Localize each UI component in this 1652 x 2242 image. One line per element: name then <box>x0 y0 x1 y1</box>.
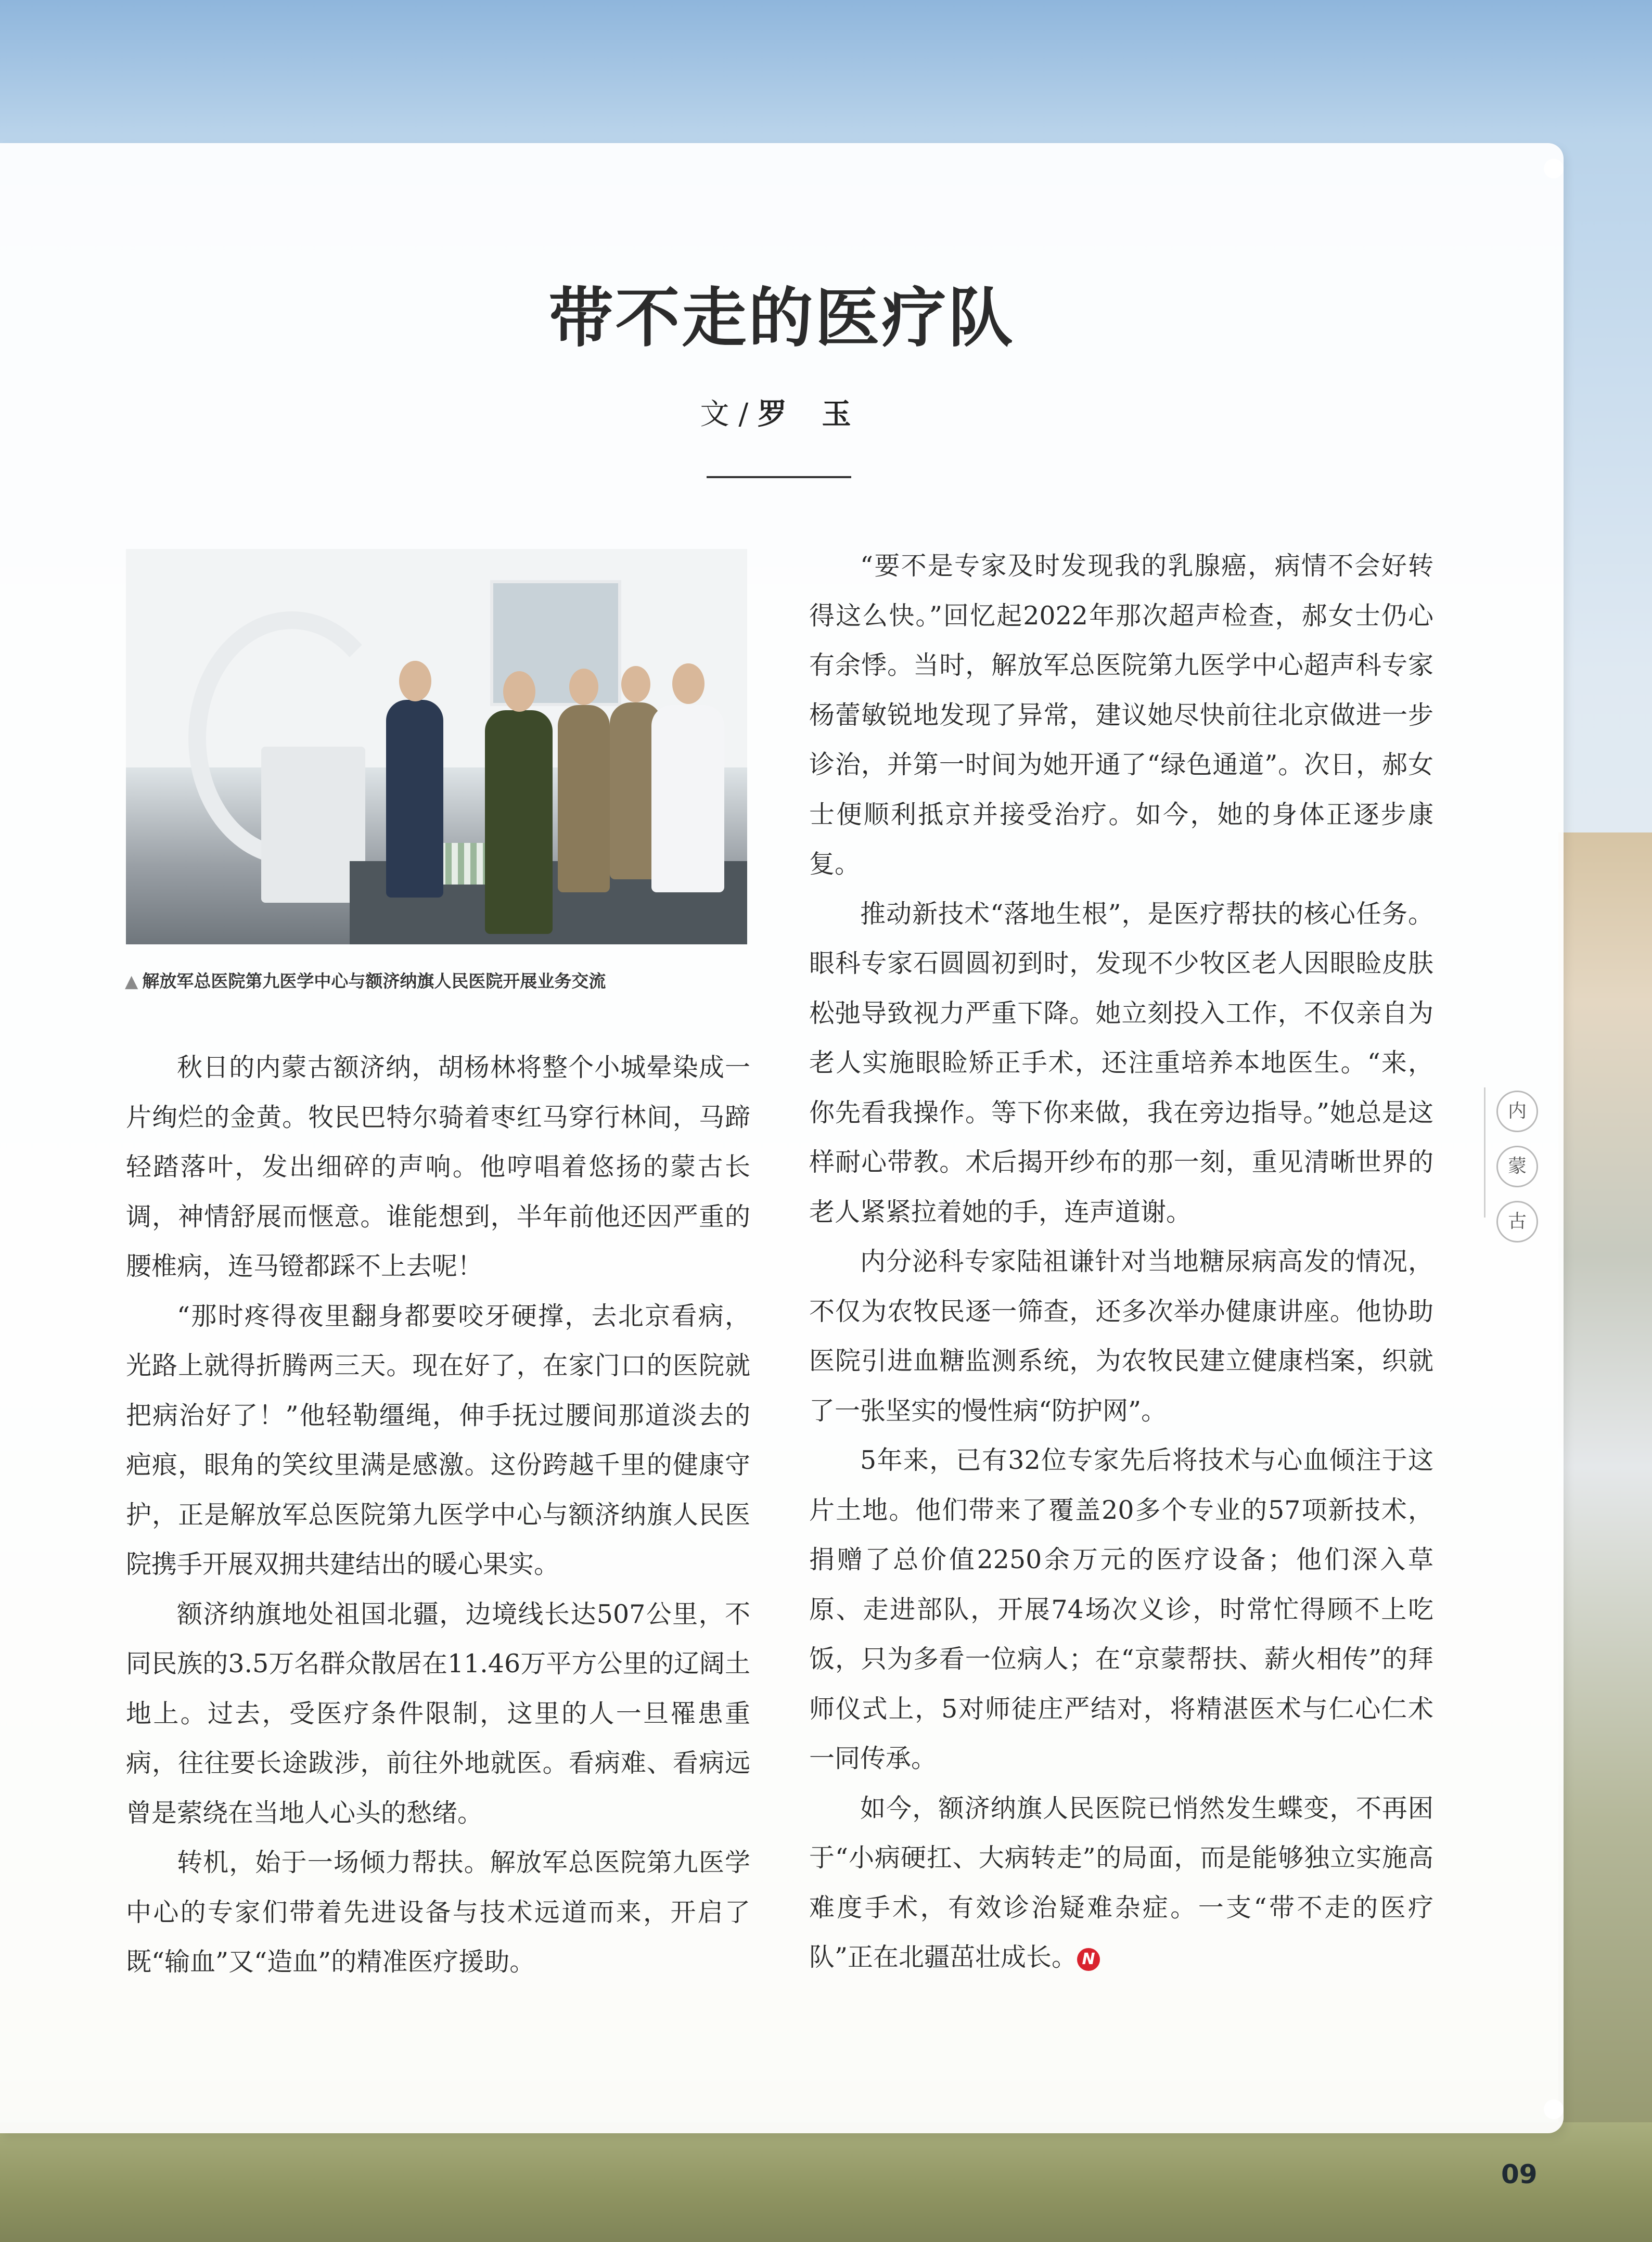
photo-caption <box>125 968 606 992</box>
photo-person-head <box>672 663 705 704</box>
photo-person <box>651 705 724 892</box>
photo-person <box>485 710 553 934</box>
section-tag-char: 古 <box>1496 1201 1538 1242</box>
article-title: 带不走的医疗队 <box>548 280 1015 356</box>
background-field <box>0 2122 1652 2242</box>
title-divider <box>707 476 851 478</box>
side-rule <box>1484 1087 1485 1218</box>
paragraph: 推动新技术“落地生根”，是医疗帮扶的核心任务。眼科专家石圆圆初到时，发现不少牧区老人因眼睑皮肤松弛导致视力严重下降。她立刻投入工作，不仅亲自为老人实施眼睑矫正手术，还注重培养本地医生。“来，你先看我操作。等下你来做，我在旁边指导。”她总是这样耐心带教。术后揭开纱布的那一刻，重见清晰世界的老人紧紧拉着她的手，连声道谢。 <box>809 899 1433 1227</box>
photo-person <box>386 700 443 898</box>
paragraph-last <box>809 1784 1433 1982</box>
caption-triangle-icon: ▲ <box>125 971 138 991</box>
photo-person-head <box>621 666 650 702</box>
paragraph: 额济纳旗地处祖国北疆，边境线长达507公里，不同民族的3.5万名群众散居在11.46万平方公里的辽阔土地上。过去，受医疗条件限制，这里的人一旦罹患重病，往往要长途跋涉，前往外地就医。看病难、看病远曾是萦绕在当地人心头的愁绪。 <box>126 1599 750 1828</box>
page-number: 09 <box>1501 2159 1538 2189</box>
photo-person-head <box>399 661 431 701</box>
left-column <box>126 1043 750 1987</box>
paragraph: “那时疼得夜里翻身都要咬牙硬撑，去北京看病，光路上就得折腾两三天。现在好了，在家门口的医院就把病治好了！”他轻勒缰绳，伸手抚过腰间那道淡去的疤痕，眼角的笑纹里满是感激。这份跨越千里的健康守护，正是解放军总医院第九医学中心与额济纳旗人民医院携手开展双拥共建结出的暖心果实。 <box>126 1301 750 1579</box>
section-tag <box>1496 1091 1538 1256</box>
section-tag-char: 蒙 <box>1496 1146 1538 1187</box>
section-tag-char: 内 <box>1496 1091 1538 1132</box>
paragraph-text: 如今，额济纳旗人民医院已悄然发生蝶变，不再困于“小病硬扛、大病转走”的局面，而是能够独立实施高难度手术，有效诊治疑难杂症。一支“带不走的医疗队”正在北疆茁壮成长。 <box>809 1793 1433 1972</box>
paragraph: 秋日的内蒙古额济纳，胡杨林将整个小城晕染成一片绚烂的金黄。牧民巴特尔骑着枣红马穿行林间，马蹄轻踏落叶，发出细碎的声响。他哼唱着悠扬的蒙古长调，神情舒展而惬意。谁能想到，半年前他还因严重的腰椎病，连马镫都踩不上去呢！ <box>126 1053 750 1281</box>
author-line <box>0 391 1564 433</box>
paragraph: 内分泌科专家陆祖谦针对当地糖尿病高发的情况，不仅为农牧民逐一筛查，还多次举办健康讲座。他协助医院引进血糖监测系统，为农牧民建立健康档案，织就了一张坚实的慢性病“防护网”。 <box>809 1247 1433 1426</box>
paragraph: “要不是专家及时发现我的乳腺癌，病情不会好转得这么快。”回忆起2022年那次超声检查，郝女士仍心有余悸。当时，解放军总医院第九医学中心超声科专家杨蕾敏锐地发现了异常，建议她尽快前往北京做进一步诊治，并第一时间为她开通了“绿色通道”。次日，郝女士便顺利抵京并接受治疗。如今，她的身体正逐步康复。 <box>809 551 1433 879</box>
caption-text: 解放军总医院第九医学中心与额济纳旗人民医院开展业务交流 <box>142 971 606 991</box>
photo-person-head <box>569 669 598 705</box>
photo-person <box>558 705 610 892</box>
article-photo <box>126 549 747 944</box>
panel-notch <box>1544 159 1564 178</box>
paragraph: 5年来，已有32位专家先后将技术与心血倾注于这片土地。他们带来了覆盖20多个专业的57项新技术，捐赠了总价值2250余万元的医疗设备；他们深入草原、走进部队，开展74场次义诊，时常忙得顾不上吃饭，只为多看一位病人；在“京蒙帮扶、薪火相传”的拜师仪式上，5对师徒庄严结对，将精湛医术与仁心仁术一同传承。 <box>809 1445 1433 1773</box>
author-prefix: 文 / <box>700 398 758 431</box>
background-landscape <box>1558 832 1652 2242</box>
author-name: 罗 玉 <box>757 397 864 431</box>
photo-person-head <box>503 671 535 712</box>
end-mark-icon: N <box>1077 1948 1100 1971</box>
right-column <box>809 541 1433 1982</box>
panel-notch <box>1544 2099 1564 2119</box>
paragraph: 转机，始于一场倾力帮扶。解放军总医院第九医学中心的专家们带着先进设备与技术远道而来，开启了既“输血”又“造血”的精准医疗援助。 <box>126 1848 750 1977</box>
